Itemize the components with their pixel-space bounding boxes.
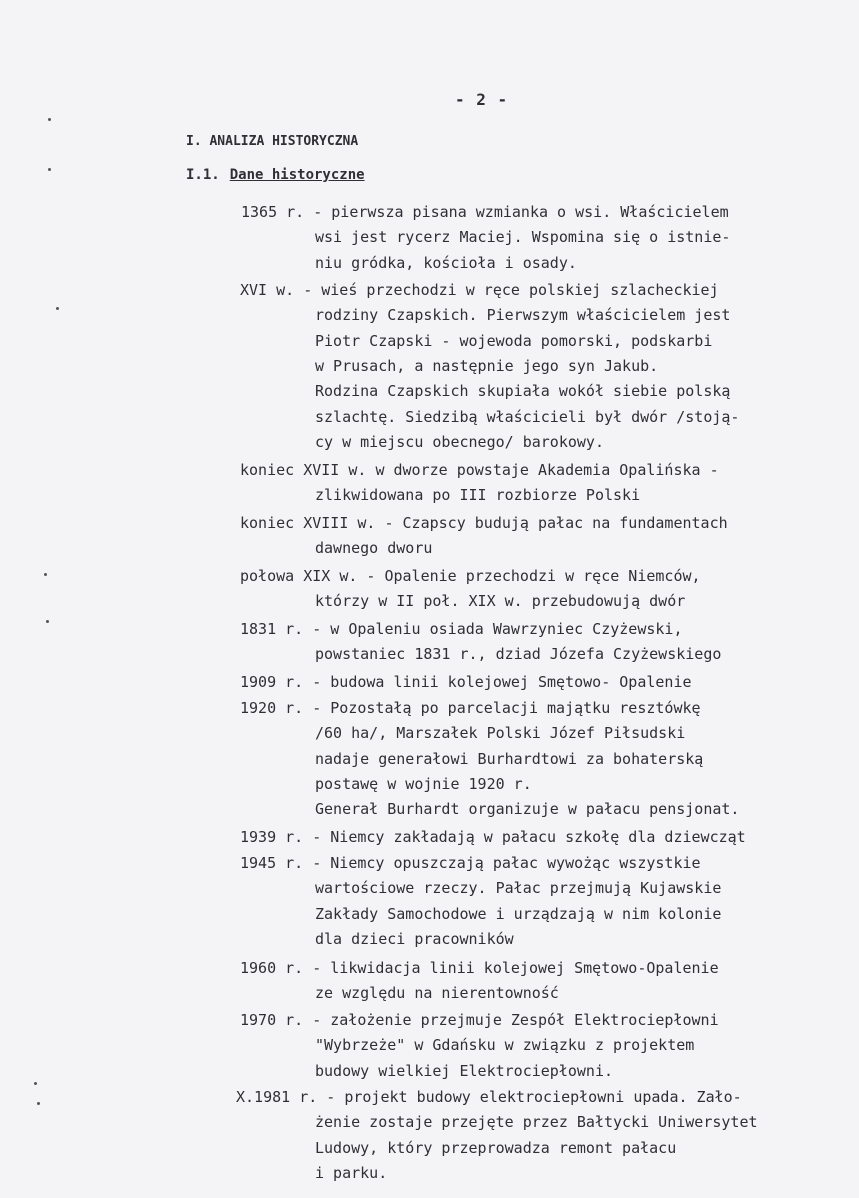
- entry-line: "Wybrzeże" w Gdańsku w związku z projektem: [315, 1036, 695, 1055]
- entry-date: 1939 r. -: [240, 828, 322, 846]
- entry-line: szlachtę. Siedzibą właścicieli był dwór /stoją-: [315, 407, 740, 426]
- entry-line: którzy w II poł. XIX w. przebudowują dwór: [315, 592, 686, 611]
- entry-date: koniec XVII w.: [240, 461, 367, 479]
- entry-line: Piotr Czapski - wojewoda pomorski, podskarbi: [315, 331, 713, 350]
- entry-line: Pozostałą po parcelacji majątku resztówkę: [330, 699, 701, 717]
- entry-line: rodziny Czapskich. Pierwszym właścicielem jest: [315, 306, 731, 325]
- entry-line: Niemcy zakładają w pałacu szkołę dla dziewcząt: [330, 828, 746, 846]
- entry-line: zlikwidowana po III rozbiorze Polski: [315, 486, 641, 505]
- margin-speck: [37, 1102, 40, 1105]
- entry-line: Generał Burhardt organizuje w pałacu pensjonat.: [315, 800, 740, 819]
- entry-date: X.1981 r. -: [236, 1088, 336, 1106]
- entry-line: niu gródka, kościoła i osady.: [315, 253, 577, 272]
- entry-line: w Opaleniu osiada Wawrzyniec Czyżewski,: [330, 620, 683, 638]
- entry-line: nadaje generałowi Burhardtowi za bohaterską: [315, 749, 704, 768]
- entry-line: pierwsza pisana wzmianka o wsi. Właścicielem: [331, 203, 729, 221]
- entry-line: Ludowy, który przeprowadza remont pałacu: [315, 1138, 677, 1157]
- subsection-number: I.1.: [186, 167, 220, 183]
- entry-line: ze względu na nierentowność: [315, 984, 559, 1003]
- margin-speck: [56, 307, 59, 310]
- entry-line: Zakłady Samochodowe i urządzają w nim kolonie: [315, 904, 722, 923]
- entry-date: 1920 r. -: [240, 699, 322, 717]
- entry-line: Rodzina Czapskich skupiała wokół siebie polską: [315, 382, 731, 401]
- entry-date: połowa XIX w. -: [240, 567, 376, 585]
- entry-date: 1945 r. -: [240, 854, 322, 872]
- margin-speck: [44, 573, 47, 576]
- entry-line: i parku.: [315, 1163, 388, 1182]
- section-heading: I. ANALIZA HISTORYCZNA: [186, 134, 359, 149]
- entry-date: 1365 r. -: [241, 203, 323, 221]
- subsection-title: Dane historyczne: [229, 167, 365, 183]
- margin-speck: [46, 620, 49, 623]
- entry-line: w Prusach, a następnie jego syn Jakub.: [315, 356, 659, 375]
- entry-line: Czapscy budują pałac na fundamentach: [402, 514, 728, 532]
- page-number: - 2 -: [455, 90, 509, 109]
- entry-date: 1831 r. -: [240, 620, 322, 638]
- entry-date: 1909 r. -: [240, 673, 322, 691]
- entry-line: wsi jest rycerz Maciej. Wspomina się o istnie-: [315, 228, 731, 247]
- entry-line: projekt budowy elektrociepłowni upada. Zało-: [344, 1088, 742, 1106]
- entry-line: /60 ha/, Marszałek Polski Józef Piłsudski: [315, 724, 686, 743]
- entry-line: dawnego dworu: [315, 539, 433, 558]
- entry-line: budowa linii kolejowej Smętowo- Opalenie: [330, 673, 692, 691]
- subsection-heading: [186, 167, 365, 183]
- entry-line: wartościowe rzeczy. Pałac przejmują Kujawskie: [315, 879, 722, 898]
- entry-date: 1960 r. -: [240, 959, 322, 977]
- entry-line: dla dzieci pracowników: [315, 929, 514, 948]
- entry-line: postawę w wojnie 1920 r.: [315, 774, 532, 793]
- margin-speck: [48, 168, 51, 171]
- entry-date: XVI w. -: [240, 281, 313, 299]
- entry-line: cy w miejscu obecnego/ barokowy.: [315, 432, 604, 451]
- entry-date: koniec XVIII w. -: [240, 514, 394, 532]
- entry-date: 1970 r. -: [240, 1011, 322, 1029]
- entry-line: w dworze powstaje Akademia Opalińska -: [375, 461, 719, 479]
- entry-line: Opalenie przechodzi w ręce Niemców,: [384, 567, 701, 585]
- entry-line: budowy wielkiej Elektrociepłowni.: [315, 1061, 614, 1080]
- entry-line: Niemcy opuszczają pałac wywożąc wszystkie: [330, 854, 701, 872]
- entry-line: powstaniec 1831 r., dziad Józefa Czyżewskiego: [315, 645, 722, 664]
- entry-line: założenie przejmuje Zespół Elektrociepłowni: [330, 1011, 719, 1029]
- entry-line: żenie zostaje przejęte przez Bałtycki Uniwersytet: [315, 1113, 758, 1132]
- margin-speck: [34, 1082, 37, 1085]
- entry-line: wieś przechodzi w ręce polskiej szlacheckiej: [321, 281, 719, 299]
- margin-speck: [48, 118, 51, 121]
- entry-line: likwidacja linii kolejowej Smętowo-Opalenie: [330, 959, 719, 977]
